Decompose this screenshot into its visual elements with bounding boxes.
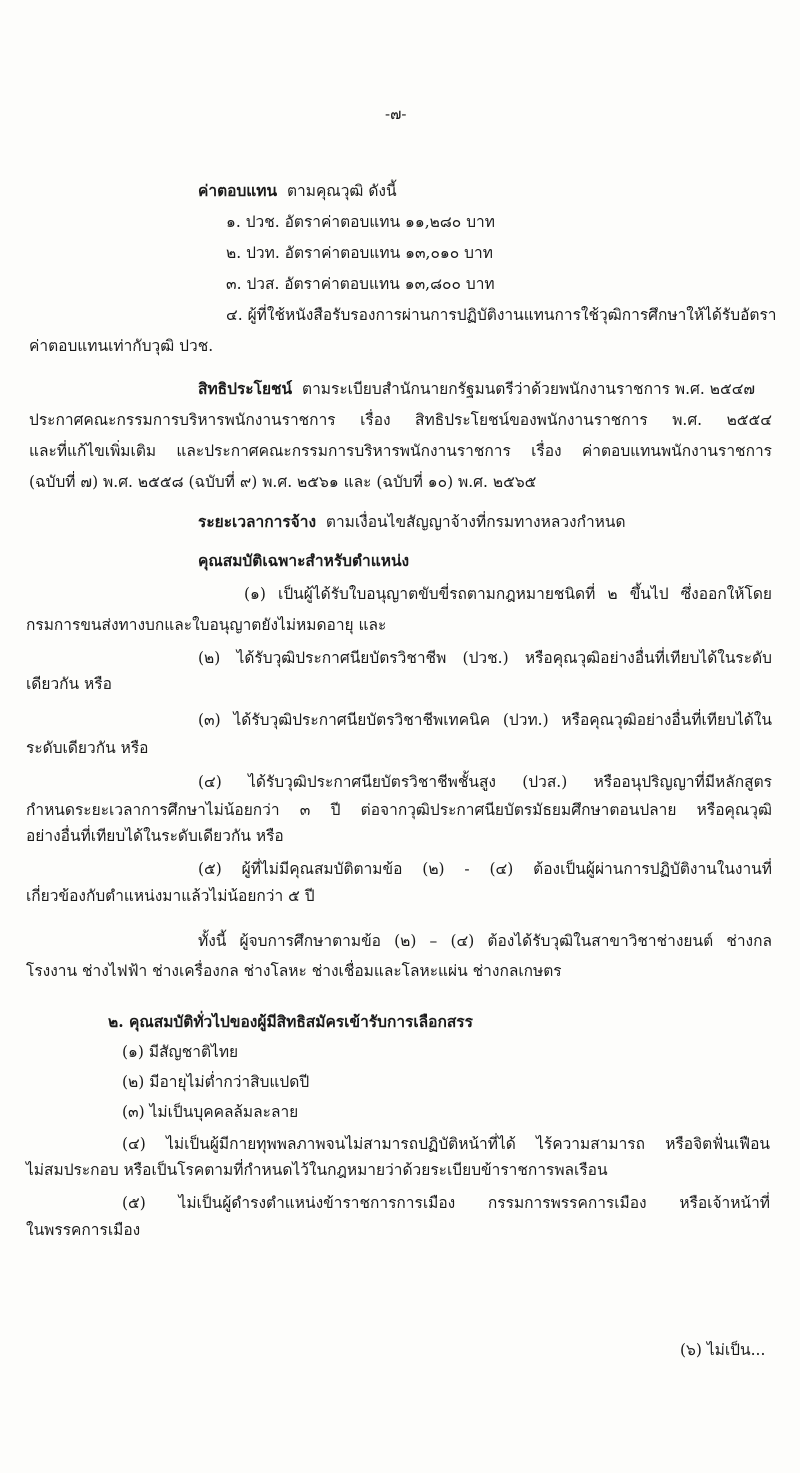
qualification-5-line2: เกี่ยวข้องกับตำแหน่งมาแล้วไม่น้อยกว่า ๕ ปี: [26, 887, 315, 905]
compensation-item-3: ๓. ปวส. อัตราค่าตอบแทน ๑๓,๘๐๐ บาท: [226, 275, 495, 293]
compensation-item-4-line2: ค่าตอบแทนเท่ากับวุฒิ ปวช.: [29, 337, 214, 355]
qualification-1-line2: กรมการขนส่งทางบกและใบอนุญาตยังไม่หมดอายุ และ: [26, 616, 387, 634]
qualification-5-line1: (๕) ผู้ที่ไม่มีคุณสมบัติตามข้อ (๒) - (๔) ต้องเป็นผู้ผ่านการปฏิบัติงานในงานที่: [198, 860, 772, 878]
benefits-line3: และที่แก้ไขเพิ่มเติม และประกาศคณะกรรมการบริหารพนักงานราชการ เรื่อง ค่าตอบแทนพนักงานราชการ: [29, 442, 772, 460]
continuation-text: (๖) ไม่เป็น...: [680, 1341, 766, 1359]
general-item-3: (๓) ไม่เป็นบุคคลล้มละลาย: [122, 1103, 299, 1121]
qualification-1-line1: (๑) เป็นผู้ได้รับใบอนุญาตขับขี่รถตามกฎหมายชนิดที่ ๒ ขึ้นไป ซึ่งออกให้โดย: [244, 585, 772, 603]
employment-period-line: [198, 512, 626, 532]
compensation-item-4-line1: ๔. ผู้ที่ใช้หนังสือรับรองการผ่านการปฏิบัติงานแทนการใช้วุฒิการศึกษาให้ได้รับอัตรา: [226, 306, 777, 324]
compensation-heading-line: [198, 181, 397, 201]
qualification-note-line1: ทั้งนี้ ผู้จบการศึกษาตามข้อ (๒) – (๔) ต้องได้รับวุฒิในสาขาวิชาช่างยนต์ ช่างกล: [198, 932, 772, 950]
qualification-2-line1: (๒) ได้รับวุฒิประกาศนียบัตรวิชาชีพ (ปวช.) หรือคุณวุฒิอย่างอื่นที่เทียบได้ในระดับ: [198, 649, 772, 667]
employment-period-heading: ระยะเวลาการจ้าง: [198, 512, 317, 531]
qualifications-heading: คุณสมบัติเฉพาะสำหรับตำแหน่ง: [198, 551, 410, 570]
general-item-5-line1: (๕) ไม่เป็นผู้ดำรงตำแหน่งข้าราชการการเมือง กรรมการพรรคการเมือง หรือเจ้าหน้าที่: [122, 1194, 770, 1212]
general-item-4-line2: ไม่สมประกอบ หรือเป็นโรคตามที่กำหนดไว้ในกฎหมายว่าด้วยระเบียบข้าราชการพลเรือน: [26, 1161, 608, 1179]
qualification-4-line2: กำหนดระยะเวลาการศึกษาไม่น้อยกว่า ๓ ปี ต่อจากวุฒิประกาศนียบัตรมัธยมศึกษาตอนปลาย หรือคุณวุฒิ: [26, 801, 772, 819]
compensation-heading: ค่าตอบแทน: [198, 181, 278, 200]
benefits-line4: (ฉบับที่ ๗) พ.ศ. ๒๕๕๘ (ฉบับที่ ๙) พ.ศ. ๒๕๖๑ และ (ฉบับที่ ๑๐) พ.ศ. ๒๕๖๕: [29, 473, 537, 491]
compensation-item-2: ๒. ปวท. อัตราค่าตอบแทน ๑๓,๐๑๐ บาท: [226, 244, 493, 262]
general-item-5-line2: ในพรรคการเมือง: [26, 1221, 141, 1239]
general-item-1: (๑) มีสัญชาติไทย: [122, 1043, 239, 1061]
qualification-3-line1: (๓) ได้รับวุฒิประกาศนียบัตรวิชาชีพเทคนิค (ปวท.) หรือคุณวุฒิอย่างอื่นที่เทียบได้ใน: [198, 711, 772, 729]
benefits-heading: สิทธิประโยชน์: [198, 379, 293, 398]
page-number: -๗-: [385, 105, 407, 123]
general-heading: ๒. คุณสมบัติทั่วไปของผู้มีสิทธิสมัครเข้ารับการเลือกสรร: [108, 1012, 473, 1031]
qualification-4-line3: อย่างอื่นที่เทียบได้ในระดับเดียวกัน หรือ: [26, 827, 284, 845]
qualification-3-line2: ระดับเดียวกัน หรือ: [26, 739, 149, 757]
qualification-2-line2: เดียวกัน หรือ: [26, 675, 112, 693]
benefits-line1-rest: ตามระเบียบสำนักนายกรัฐมนตรีว่าด้วยพนักงานราชการ พ.ศ. ๒๕๔๗: [302, 380, 756, 398]
benefits-line2: ประกาศคณะกรรมการบริหารพนักงานราชการ เรื่อง สิทธิประโยชน์ของพนักงานราชการ พ.ศ. ๒๕๕๔: [29, 411, 772, 429]
general-item-4-line1: (๔) ไม่เป็นผู้มีกายทุพพลภาพจนไม่สามารถปฏิบัติหน้าที่ได้ ไร้ความสามารถ หรือจิตฟั่นเฟือน: [122, 1135, 770, 1153]
general-item-2: (๒) มีอายุไม่ต่ำกว่าสิบแปดปี: [122, 1073, 310, 1091]
qualification-4-line1: (๔) ได้รับวุฒิประกาศนียบัตรวิชาชีพชั้นสูง (ปวส.) หรืออนุปริญญาที่มีหลักสูตร: [198, 773, 772, 791]
qualification-note-line2: โรงงาน ช่างไฟฟ้า ช่างเครื่องกล ช่างโลหะ ช่างเชื่อมและโลหะแผ่น ช่างกลเกษตร: [26, 962, 562, 980]
compensation-heading-rest: ตามคุณวุฒิ ดังนี้: [286, 182, 397, 200]
compensation-item-1: ๑. ปวช. อัตราค่าตอบแทน ๑๑,๒๘๐ บาท: [226, 213, 495, 231]
benefits-line1: [198, 379, 755, 399]
employment-period-rest: ตามเงื่อนไขสัญญาจ้างที่กรมทางหลวงกำหนด: [325, 513, 626, 531]
